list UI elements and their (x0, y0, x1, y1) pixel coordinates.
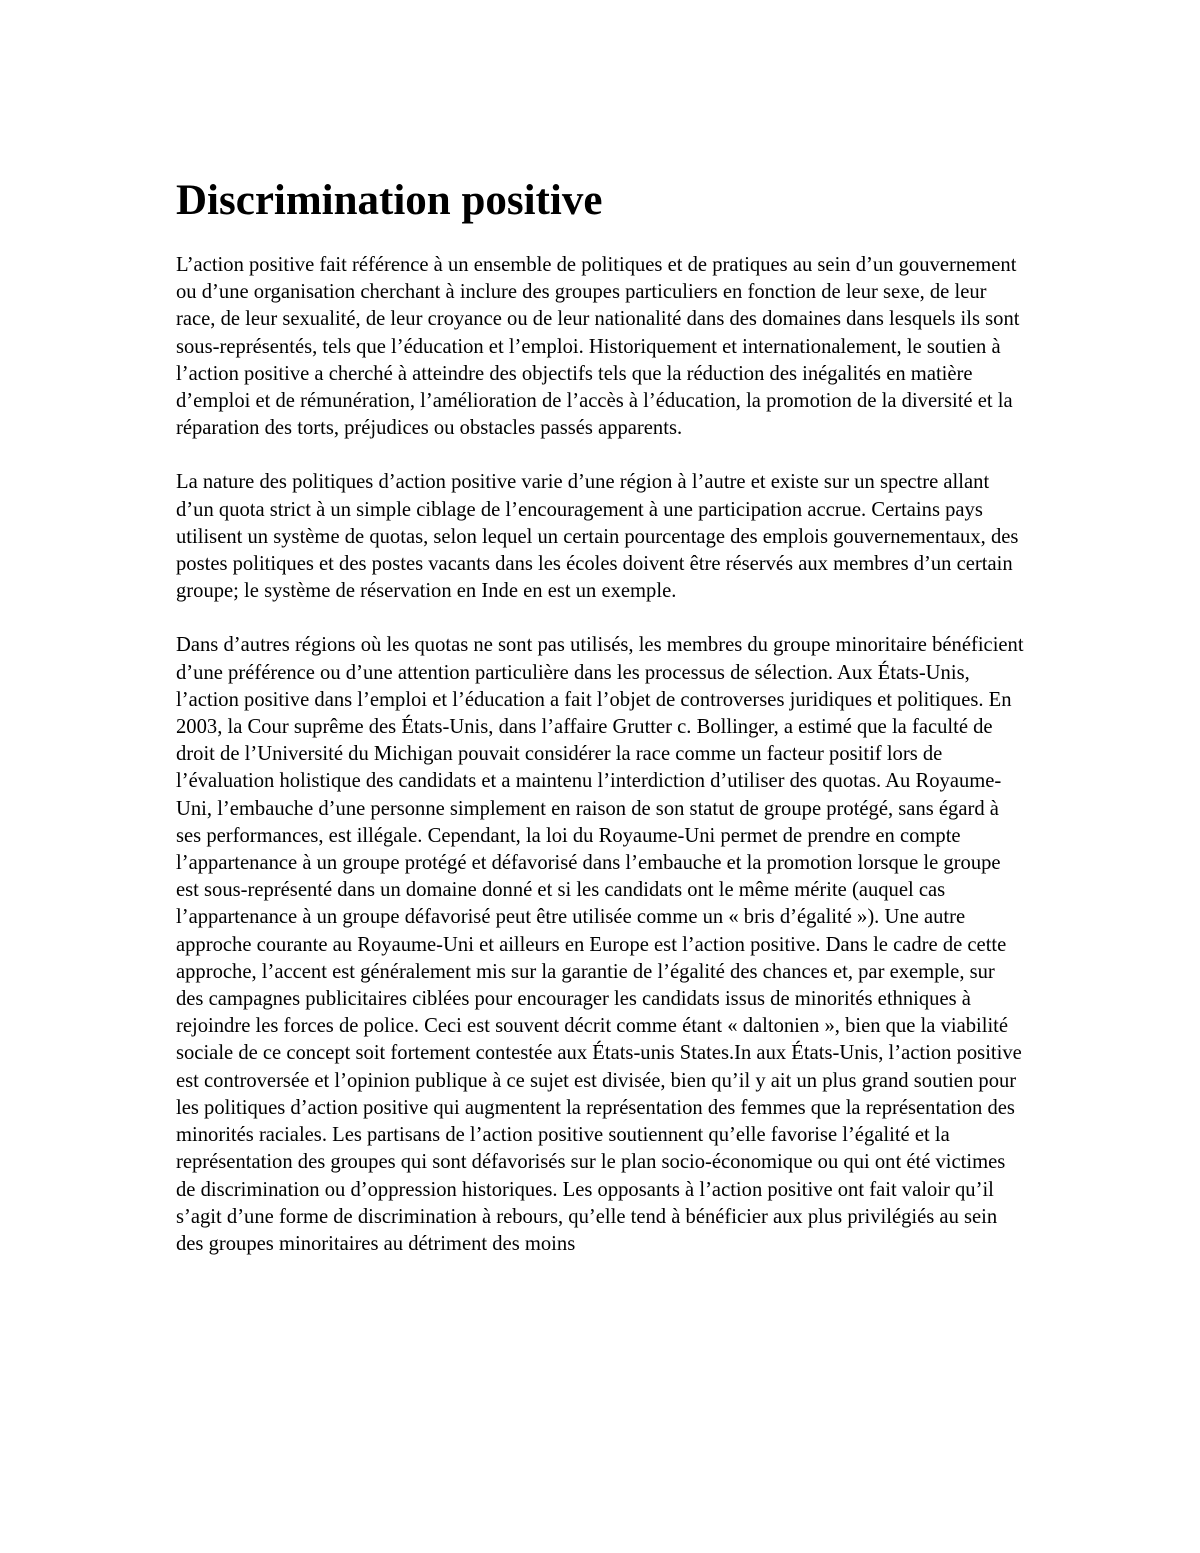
document-body (176, 172, 1026, 1285)
paragraph-3: Dans d’autres régions où les quotas ne sont pas utilisés, les membres du groupe minoritaire bénéficient d’une préférence ou d’une attention particulière dans les processus de sélection. Aux États-Unis, l’action positive dans l’emploi et l’éducation a fait l’objet de controverses juridiques et politiques. En 2003, la Cour suprême des États-Unis, dans l’affaire Grutter c. Bollinger, a estimé que la faculté de droit de l’Université du Michigan pouvait considérer la race comme un facteur positif lors de l’évaluation holistique des candidats et a maintenu l’interdiction d’utiliser des quotas. Au Royaume-Uni, l’embauche d’une personne simplement en raison de son statut de groupe protégé, sans égard à ses performances, est illégale. Cependant, la loi du Royaume-Uni permet de prendre en compte l’appartenance à un groupe protégé et défavorisé dans l’embauche et la promotion lorsque le groupe est sous-représenté dans un domaine donné et si les candidats ont le même mérite (auquel cas l’appartenance à un groupe défavorisé peut être utilisée comme un « bris d’égalité »). Une autre approche courante au Royaume-Uni et ailleurs en Europe est l’action positive. Dans le cadre de cette approche, l’accent est généralement mis sur la garantie de l’égalité des chances et, par exemple, sur des campagnes publicitaires ciblées pour encourager les candidats issus de minorités ethniques à rejoindre les forces de police. Ceci est souvent décrit comme étant « daltonien », bien que la viabilité sociale de ce concept soit fortement contestée aux États-unis States.In aux États-Unis, l’action positive est controversée et l’opinion publique à ce sujet est divisée, bien qu’il y ait un plus grand soutien pour les politiques d’action positive qui augmentent la représentation des femmes que la représentation des minorités raciales. Les partisans de l’action positive soutiennent qu’elle favorise l’égalité et la représentation des groupes qui sont défavorisés sur le plan socio-économique ou qui ont été victimes de discrimination ou d’oppression historiques. Les opposants à l’action positive ont fait valoir qu’il s’agit d’une forme de discrimination à rebours, qu’elle tend à bénéficier aux plus privilégiés au sein des groupes minoritaires au détriment des moins (176, 634, 1024, 1255)
document-title: Discrimination positive (176, 177, 603, 224)
paragraph-1: L’action positive fait référence à un ensemble de politiques et de pratiques au sein d’un gouvernement ou d’une organisation cherchant à inclure des groupes particuliers en fonction de leur sexe, de leur race, de leur sexualité, de leur croyance ou de leur nationalité dans des domaines dans lesquels ils sont sous-représentés, tels que l’éducation et l’emploi. Historiquement et internationalement, le soutien à l’action positive a cherché à atteindre des objectifs tels que la réduction des inégalités en matière d’emploi et de rémunération, l’amélioration de l’accès à l’éducation, la promotion de la diversité et la réparation des torts, préjudices ou obstacles passés apparents. (176, 254, 1020, 440)
paragraph-2: La nature des politiques d’action positive varie d’une région à l’autre et existe sur un spectre allant d’un quota strict à un simple ciblage de l’encouragement à une participation accrue. Certains pays utilisent un système de quotas, selon lequel un certain pourcentage des emplois gouvernementaux, des postes politiques et des postes vacants dans les écoles doivent être réservés aux membres d’un certain groupe; le système de réservation en Inde en est un exemple. (176, 471, 1019, 603)
